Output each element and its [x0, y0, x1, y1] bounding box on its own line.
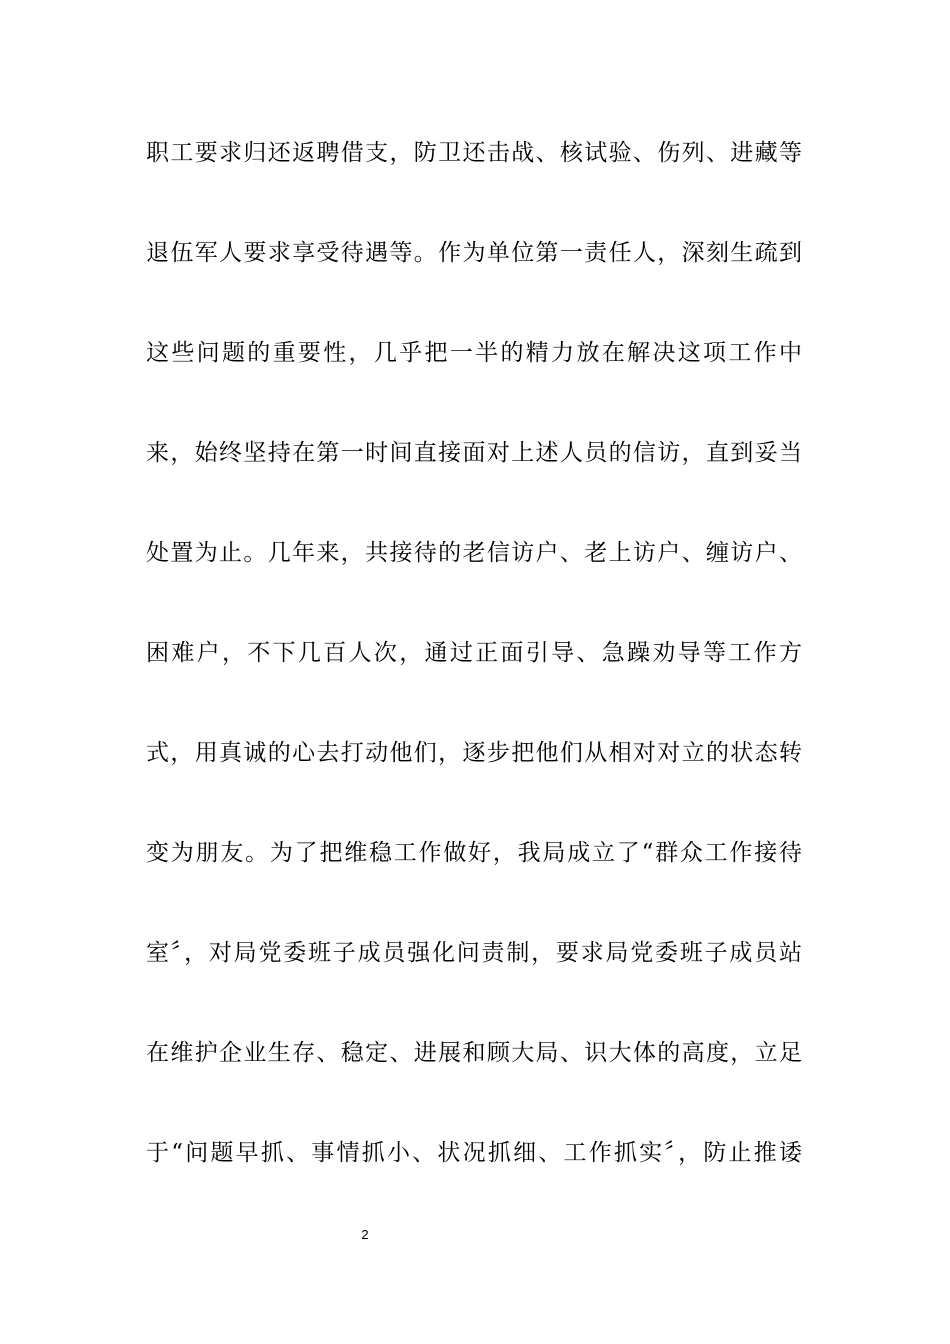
body-text	[146, 131, 816, 1231]
text-line: 这些问题的重要性，几乎把一半的精力放在解决这项工作中	[146, 340, 802, 366]
text-line: 处置为止。几年来，共接待的老信访户、老上访户、缠访户、	[146, 540, 802, 566]
text-line: 变为朋友。为了把维稳工作做好，我局成立了“群众工作接待	[146, 840, 802, 866]
text-line: 式，用真诚的心去打动他们，逐步把他们从相对对立的状态转	[146, 740, 802, 766]
text-line: 室〞，对局党委班子成员强化问责制，要求局党委班子成员站	[146, 940, 802, 966]
text-line: 退伍军人要求享受待遇等。作为单位第一责任人，深刻生疏到	[146, 240, 802, 266]
text-line: 于“问题早抓、事情抓小、状况抓细、工作抓实〞，防止推诿	[146, 1140, 802, 1166]
text-line: 职工要求归还返聘借支，防卫还击战、核试验、伤列、进藏等	[146, 140, 802, 166]
text-line: 在维护企业生存、稳定、进展和顾大局、识大体的高度，立足	[146, 1040, 802, 1066]
page-number: 2	[361, 1227, 369, 1242]
text-line: 困难户，不下几百人次，通过正面引导、急躁劝导等工作方	[146, 640, 802, 666]
text-line: 来，始终坚持在第一时间直接面对上述人员的信访，直到妥当	[146, 440, 802, 466]
